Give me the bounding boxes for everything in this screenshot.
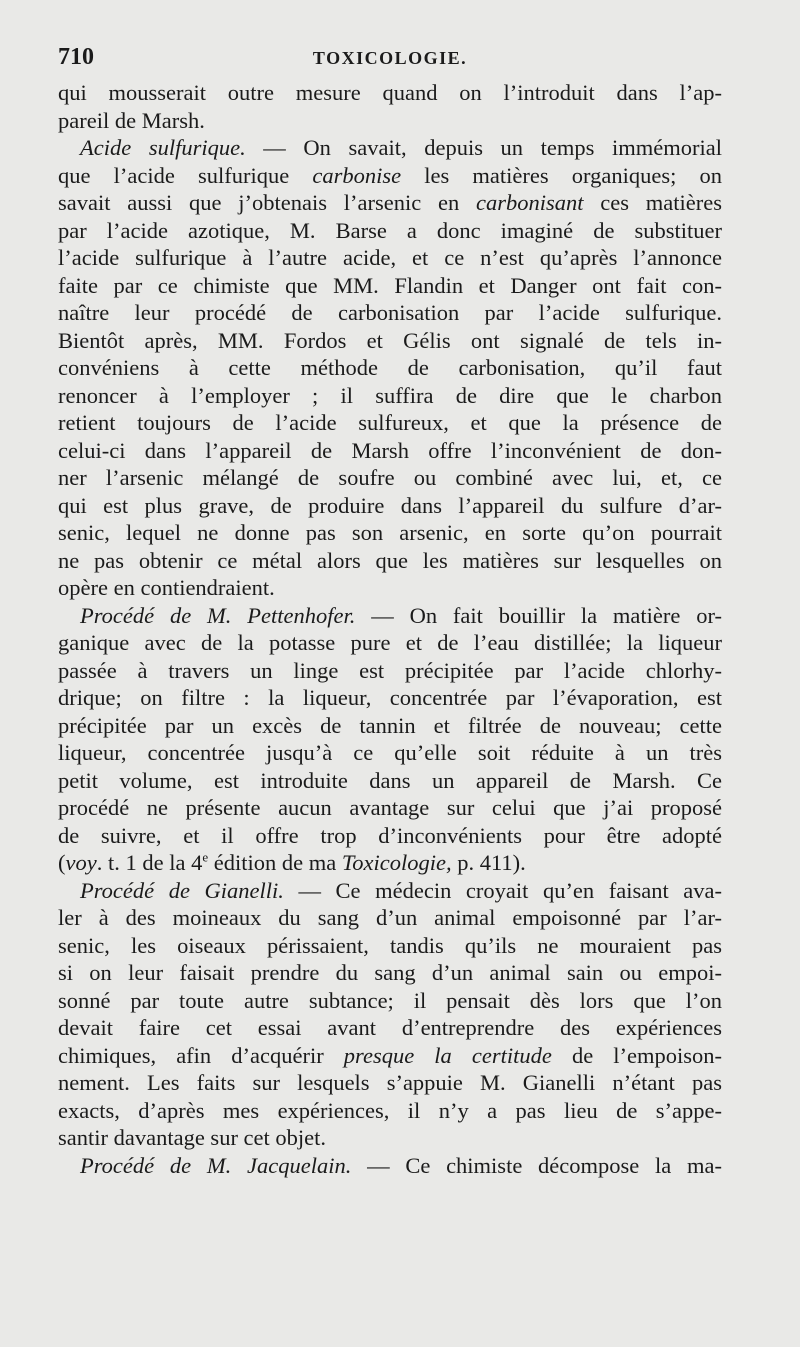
text-line xyxy=(58,409,722,437)
text-line xyxy=(58,684,722,712)
text-segment: senic, les oiseaux périssaient, tandis qu’ils ne mouraient pas xyxy=(58,932,722,958)
text-segment: précipitée par un excès de tannin et filtrée de nouveau; cette xyxy=(58,712,722,738)
text-line xyxy=(58,437,722,465)
text-segment: convéniens à cette méthode de carbonisation, qu’il faut xyxy=(58,355,722,380)
text-line xyxy=(58,547,722,575)
text-segment: exacts, d’après mes expériences, il n’y a pas lieu de s’appe- xyxy=(58,1097,722,1123)
page-number: 710 xyxy=(58,44,94,70)
text-segment: presque la certitude xyxy=(343,1042,552,1068)
text-line xyxy=(58,1152,722,1180)
text-line xyxy=(58,244,722,272)
text-line xyxy=(58,217,722,245)
text-line xyxy=(58,354,722,382)
text-line xyxy=(58,574,722,602)
text-segment: sonné par toute autre subtance; il pensait dès lors que l’on xyxy=(58,987,722,1013)
text-line xyxy=(58,79,722,107)
text-segment: — Ce médecin croyait qu’en faisant ava- xyxy=(283,877,723,903)
text-segment: Procédé de M. Jacquelain. xyxy=(80,1152,352,1178)
text-line xyxy=(58,1014,722,1042)
text-line xyxy=(58,272,722,300)
text-line xyxy=(58,162,722,190)
text-segment: carbonise xyxy=(312,162,402,188)
text-line xyxy=(58,1069,722,1097)
text-line xyxy=(58,1042,722,1070)
text-segment: renoncer à l’employer ; il suffira de dire que le charbon xyxy=(58,382,722,408)
text-segment: . t. 1 de la 4 xyxy=(96,850,203,875)
text-segment: pareil de Marsh. xyxy=(58,107,205,133)
text-line xyxy=(58,739,722,767)
text-line xyxy=(58,987,722,1015)
text-line xyxy=(58,877,722,905)
text-segment: édition de ma xyxy=(208,850,342,875)
text-line xyxy=(58,959,722,987)
text-line xyxy=(58,657,722,685)
text-segment: ganique avec de la potasse pure et de l’eau distillée; la liqueur xyxy=(58,630,722,655)
text-line xyxy=(58,904,722,932)
text-segment: Toxicologie, xyxy=(341,850,452,875)
text-segment: opère en contiendraient. xyxy=(58,575,275,600)
text-line xyxy=(58,299,722,327)
text-segment: Bientôt après, MM. Fordos et Gélis ont signalé de tels in- xyxy=(58,327,722,353)
text-segment: — Ce chimiste décompose la ma- xyxy=(351,1152,722,1178)
text-segment: — On fait bouillir la matière or- xyxy=(355,602,722,628)
text-line xyxy=(58,134,722,162)
text-segment: ces matières xyxy=(583,190,722,215)
text-segment: faite par ce chimiste que MM. Flandin et Danger ont fait con- xyxy=(58,272,722,298)
text-line xyxy=(58,1124,722,1152)
text-segment: savait aussi que j’obtenais l’arsenic en xyxy=(58,190,476,215)
text-segment: senic, lequel ne donne pas son arsenic, en sorte qu’on pourrait xyxy=(58,520,722,545)
text-line xyxy=(58,712,722,740)
text-segment: nement. Les faits sur lesquels s’appuie M. Gianelli n’étant pas xyxy=(58,1070,722,1095)
text-segment: de suivre, et il offre trop d’inconvénients pour être adopté xyxy=(58,822,722,848)
text-line xyxy=(58,464,722,492)
text-line xyxy=(58,1097,722,1125)
text-segment: les matières organiques; on xyxy=(401,162,722,188)
text-segment: ler à des moineaux du sang d’un animal empoisonné par l’ar- xyxy=(58,905,722,930)
text-segment: petit volume, est introduite dans un appareil de Marsh. Ce xyxy=(58,767,722,793)
text-segment: carbonisant xyxy=(476,190,584,215)
text-line xyxy=(58,492,722,520)
text-segment: Procédé de Gianelli. xyxy=(80,877,284,903)
text-segment: si on leur faisait prendre du sang d’un animal sain ou empoi- xyxy=(58,960,722,985)
text-line xyxy=(58,602,722,630)
text-line xyxy=(58,932,722,960)
body-text xyxy=(58,79,722,1179)
text-segment: voy xyxy=(65,850,97,875)
page-header xyxy=(58,44,722,80)
text-segment: l’acide sulfurique à l’autre acide, et ce n’est qu’après l’annonce xyxy=(58,245,722,270)
text-segment: qui mousserait outre mesure quand on l’introduit dans l’ap- xyxy=(58,80,722,105)
text-line xyxy=(58,767,722,795)
text-line xyxy=(58,519,722,547)
text-segment: chimiques, afin d’acquérir xyxy=(58,1042,344,1068)
superscript: e xyxy=(202,849,209,865)
text-segment: naître leur procédé de carbonisation par l’acide sulfurique. xyxy=(58,300,722,325)
text-segment: ( xyxy=(58,850,66,875)
text-line xyxy=(58,382,722,410)
text-segment: liqueur, concentrée jusqu’à ce qu’elle soit réduite à un très xyxy=(58,740,722,765)
text-line xyxy=(58,629,722,657)
text-line xyxy=(58,794,722,822)
text-line xyxy=(58,849,722,877)
text-segment: qui est plus grave, de produire dans l’appareil du sulfure d’ar- xyxy=(58,492,722,518)
text-segment: p. 411). xyxy=(451,850,526,875)
text-segment: passée à travers un linge est précipitée par l’acide chlorhy- xyxy=(58,657,722,683)
text-segment: ner l’arsenic mélangé de soufre ou combiné avec lui, et, ce xyxy=(58,465,722,490)
text-segment: par l’acide azotique, M. Barse a donc imaginé de substituer xyxy=(58,217,722,243)
text-line xyxy=(58,822,722,850)
text-segment: devait faire cet essai avant d’entreprendre des expériences xyxy=(58,1015,722,1040)
text-segment: ne pas obtenir ce métal alors que les matières sur lesquelles on xyxy=(58,547,722,573)
text-segment: drique; on filtre : la liqueur, concentrée par l’évaporation, est xyxy=(58,685,722,710)
text-segment: Procédé de M. Pettenhofer. xyxy=(80,602,356,628)
text-segment: celui-ci dans l’appareil de Marsh offre l’inconvénient de don- xyxy=(58,437,722,463)
text-segment: santir davantage sur cet objet. xyxy=(58,1125,327,1150)
text-segment: — On savait, depuis un temps immémorial xyxy=(245,135,722,160)
text-segment: de l’empoison- xyxy=(551,1042,723,1068)
text-line xyxy=(58,107,722,135)
running-title: TOXICOLOGIE. xyxy=(312,48,468,68)
text-segment: Acide sulfurique. xyxy=(80,135,246,160)
text-line xyxy=(58,189,722,217)
text-line xyxy=(58,327,722,355)
text-segment: procédé ne présente aucun avantage sur celui que j’ai proposé xyxy=(58,795,722,820)
text-segment: retient toujours de l’acide sulfureux, et que la présence de xyxy=(58,410,722,435)
text-segment: que l’acide sulfurique xyxy=(58,162,313,188)
